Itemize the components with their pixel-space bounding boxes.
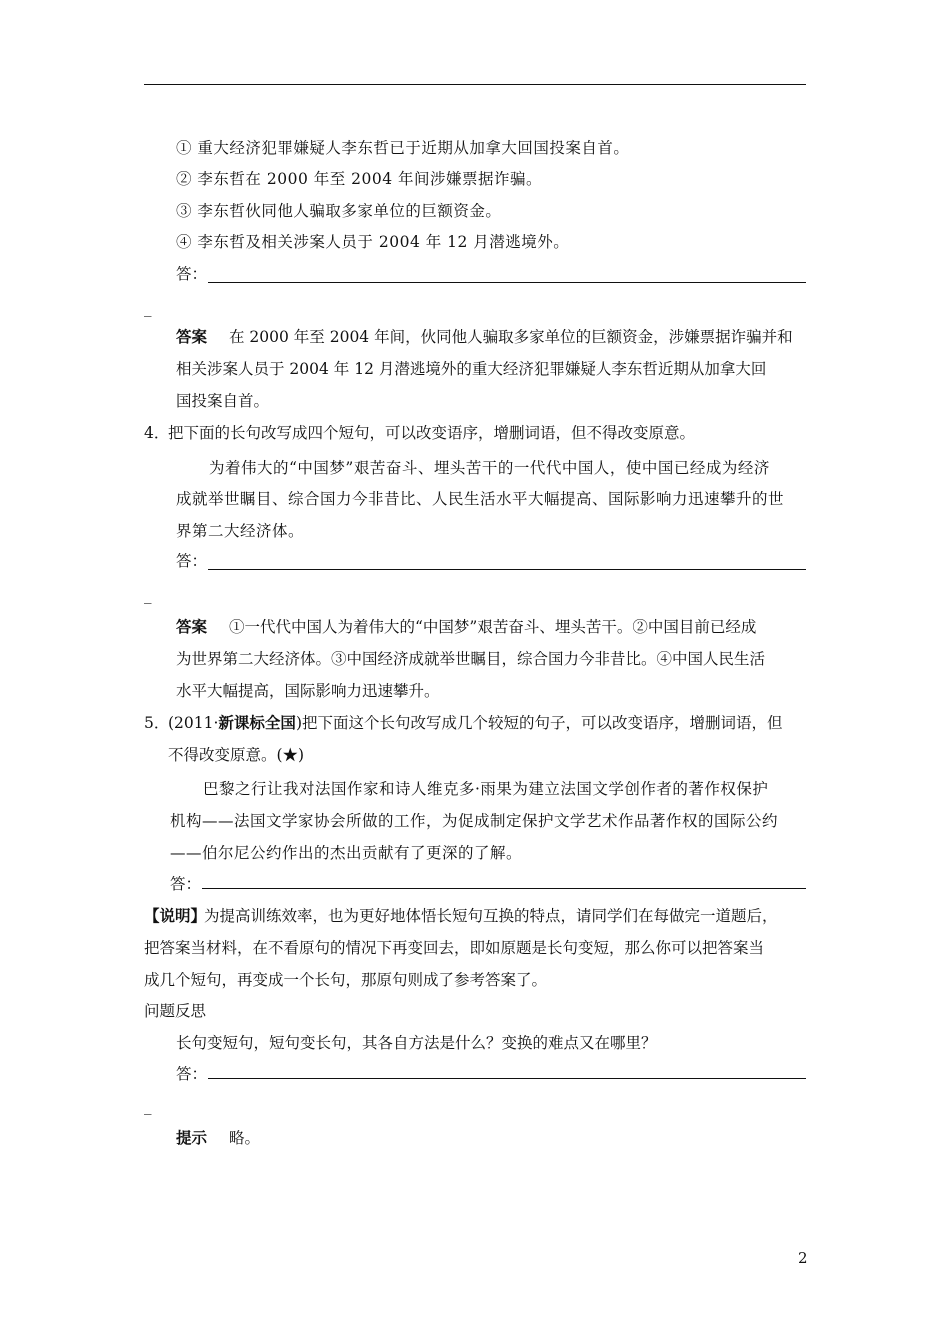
q5-source-prefix: (2011· — [168, 714, 219, 732]
page-number: 2 — [798, 1249, 808, 1267]
q3-answer-blank[interactable] — [208, 282, 806, 283]
reflection-question: 长句变短句，短句变长句，其各自方法是什么？变换的难点又在哪里？ — [176, 1034, 657, 1052]
q5-source-name: 新课标全国 — [218, 714, 296, 732]
q5-source-suffix: ) — [295, 714, 302, 732]
q3-dash: _ — [144, 299, 152, 317]
q3-option-3: ③ 李东哲伙同他人骗取多家单位的巨额资金。 — [176, 202, 502, 220]
q3-answer-line-1: 在 2000 年至 2004 年间，伙同他人骗取多家单位的巨额资金，涉嫌票据诈骗并和 — [229, 328, 793, 346]
header-rule — [144, 84, 806, 85]
reflection-answer-blank[interactable] — [208, 1078, 806, 1079]
hint-label: 提示 — [176, 1129, 208, 1147]
q4-answer-line-3: 水平大幅提高，国际影响力迅速攀升。 — [176, 682, 440, 700]
q5-prompt-line-1: 把下面这个长句改写成几个较短的句子，可以改变语序，增删词语，但 — [302, 714, 783, 732]
q4-prompt: 把下面的长句改写成四个短句，可以改变语序，增删词语，但不得改变原意。 — [168, 424, 696, 442]
q4-answer-label: 答案 — [176, 618, 208, 636]
q4-answer-prompt: 答： — [176, 552, 208, 570]
q4-number: 4． — [144, 424, 170, 442]
q3-answer-line-2: 相关涉案人员于 2004 年 12 月潜逃境外的重大经济犯罪嫌疑人李东哲近期从加拿大回 — [176, 360, 767, 378]
q5-passage-line-1: 巴黎之行让我对法国作家和诗人维克多·雨果为建立法国文学创作者的著作权保护 — [203, 780, 769, 798]
q4-passage-line-3: 界第二大经济体。 — [176, 522, 305, 540]
q4-answer-blank[interactable] — [208, 569, 806, 570]
q3-option-1: ① 重大经济犯罪嫌疑人李东哲已于近期从加拿大回国投案自首。 — [176, 139, 630, 157]
q5-source — [168, 713, 783, 733]
q4-answer-line-2: 为世界第二大经济体。③中国经济成就举世瞩目，综合国力今非昔比。④中国人民生活 — [176, 650, 766, 668]
hint-text: 略。 — [229, 1129, 261, 1147]
q5-passage-line-2: 机构——法国文学家协会所做的工作，为促成制定保护文学艺术作品著作权的国际公约 — [170, 812, 779, 830]
reflection-dash: _ — [144, 1097, 152, 1115]
q5-passage-line-3: ——伯尔尼公约作出的杰出贡献有了更深的了解。 — [170, 844, 523, 862]
q3-answer-line-3: 国投案自首。 — [176, 392, 270, 410]
q3-option-2: ② 李东哲在 2000 年至 2004 年间涉嫌票据诈骗。 — [176, 170, 543, 188]
q4-answer-line-1: ①一代代中国人为着伟大的“中国梦”艰苦奋斗、埋头苦干。②中国目前已经成 — [229, 618, 757, 636]
q4-passage-line-1: 为着伟大的“中国梦”艰苦奋斗、埋头苦干的一代代中国人，使中国已经成为经济 — [209, 459, 770, 477]
note-line-1: 为提高训练效率，也为更好地体悟长短句互换的特点，请同学们在每做完一道题后， — [204, 907, 778, 925]
q3-answer-prompt: 答： — [176, 265, 208, 283]
q5-number: 5． — [144, 714, 170, 732]
q3-option-4: ④ 李东哲及相关涉案人员于 2004 年 12 月潜逃境外。 — [176, 233, 570, 251]
q5-answer-blank[interactable] — [202, 888, 806, 889]
q5-answer-prompt: 答： — [170, 875, 202, 893]
reflection-title: 问题反思 — [144, 1002, 207, 1020]
q4-passage-line-2: 成就举世瞩目、综合国力今非昔比、人民生活水平大幅提高、国际影响力迅速攀升的世 — [176, 490, 785, 508]
reflection-answer-prompt: 答： — [176, 1065, 208, 1083]
note-line-3: 成几个短句，再变成一个长句，那原句则成了参考答案了。 — [144, 971, 548, 989]
q4-dash: _ — [144, 586, 152, 604]
q5-prompt-line-2: 不得改变原意。(★) — [168, 746, 305, 764]
q3-answer-label: 答案 — [176, 328, 208, 346]
note-label: 【说明】 — [144, 907, 207, 925]
note-line-2: 把答案当材料，在不看原句的情况下再变回去，即如原题是长句变短，那么你可以把答案当 — [144, 939, 765, 957]
